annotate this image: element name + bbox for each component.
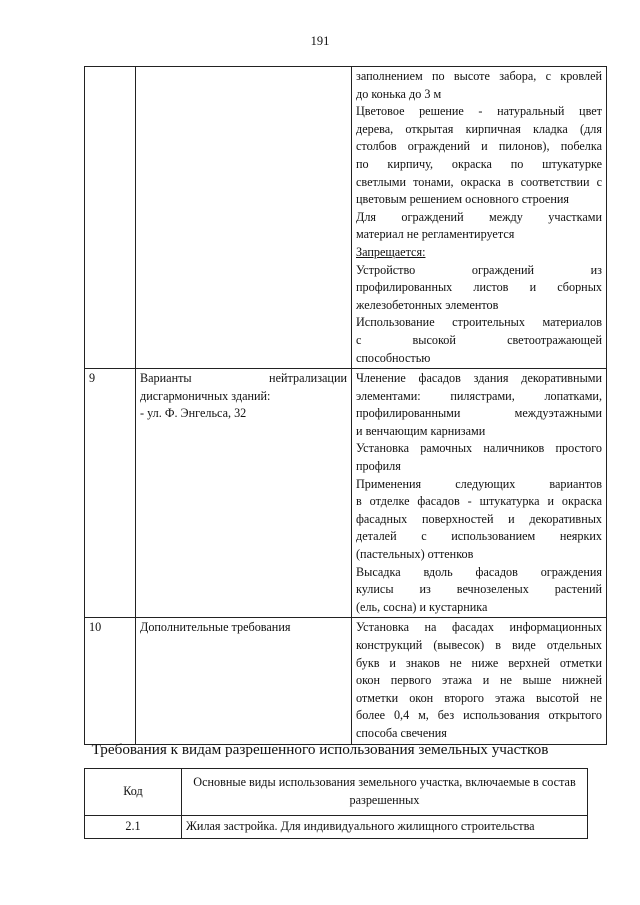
- text-line: столбов ограждений и пилонов), побелка: [356, 139, 602, 154]
- table-row-9: [85, 369, 607, 618]
- row-number-cell: 9: [85, 369, 136, 618]
- text-line: по кирпичу, окраска по штукатурке: [356, 156, 602, 171]
- code-column-header: Код: [85, 769, 182, 816]
- text-line: в отделке фасадов - штукатурка и окраска: [356, 494, 602, 509]
- table-row-continued: [85, 67, 607, 369]
- row-name-text: [140, 370, 347, 423]
- code-cell: 2.1: [85, 816, 182, 839]
- text-line: Высадка вдоль фасадов ограждения: [356, 564, 602, 579]
- row-name-cell: [136, 369, 352, 618]
- text-line: (пастельных) оттенков: [356, 547, 474, 562]
- text-line: с высокой светоотражающей: [356, 332, 602, 347]
- land-use-table: [84, 768, 588, 839]
- row-description-cell: [352, 618, 607, 744]
- text-line: Устройство ограждений из: [356, 262, 602, 277]
- text-line: цветовым решением основного строения: [356, 192, 569, 207]
- text-line: Для ограждений между участками: [356, 209, 602, 224]
- text-line: Членение фасадов здания декоративными: [356, 371, 602, 386]
- text-line: Использование строительных материалов: [356, 315, 602, 330]
- text-line: букв и знаков не ниже верхней отметки: [356, 655, 602, 670]
- text-line: дисгармоничных зданий:: [140, 388, 271, 403]
- description-column-header: Основные виды использования земельного участка, включаемые в состав разрешенных: [182, 769, 588, 816]
- text-line: элементами: пилястрами, лопатками,: [356, 388, 602, 403]
- text-line: Установка на фасадах информационных: [356, 620, 602, 635]
- text-line: железобетонных элементов: [356, 297, 499, 312]
- text-line: деталей с использованием неярких: [356, 529, 602, 544]
- text-line: кулисы из вечнозеленых растений: [356, 582, 602, 597]
- page-number: 191: [310, 34, 330, 48]
- row-number-cell: 10: [85, 618, 136, 744]
- text-line: заполнением по высоте забора, с кровлей: [356, 69, 602, 83]
- text-line: Установка рамочных наличников простого: [356, 441, 602, 456]
- row-description-cell: [352, 369, 607, 618]
- table-row: [85, 816, 588, 839]
- text-line: фасадных поверхностей и декоративных: [356, 511, 602, 526]
- text-line: профиля: [356, 459, 401, 474]
- text-line: и венчающим карнизами: [356, 423, 486, 438]
- row-name-cell: [136, 67, 352, 369]
- section-heading: Требования к видам разрешенного использования земельных участков: [91, 741, 549, 758]
- table-header-row: [85, 769, 588, 816]
- text-line: способностью: [356, 350, 431, 365]
- text-line: (ель, сосна) и кустарника: [356, 599, 488, 614]
- description-text: [356, 619, 602, 742]
- text-line: Запрещается:: [356, 244, 426, 259]
- text-line: светлыми тонами, окраска в соответствии с: [356, 174, 602, 189]
- text-line: - ул. Ф. Энгельса, 32: [140, 406, 247, 421]
- text-line: конструкций (вывесок) в виде отдельных: [356, 638, 602, 652]
- text-line: отметки окон второго этажа высотой не: [356, 690, 602, 705]
- row-number-cell: [85, 67, 136, 369]
- requirements-table: [84, 66, 607, 745]
- text-line: Варианты нейтрализации: [140, 371, 347, 386]
- row-name-cell: Дополнительные требования: [136, 618, 352, 744]
- text-line: окон первого этажа и не выше нижней: [356, 673, 602, 688]
- text-line: до конька до 3 м: [356, 86, 442, 101]
- text-line: более 0,4 м, без использования открытого: [356, 708, 602, 723]
- table-row-10: [85, 618, 607, 744]
- text-line: профилированными междуэтажными: [356, 406, 602, 421]
- text-line: дерева, открытая кирпичная кладка (для: [356, 121, 602, 136]
- text-line: материал не регламентируется: [356, 227, 515, 242]
- text-line: профилированных листов и сборных: [356, 280, 602, 295]
- text-line: Применения следующих вариантов: [356, 476, 602, 491]
- text-line: способа свечения: [356, 725, 447, 740]
- description-text: [356, 68, 602, 367]
- description-text: [356, 370, 602, 616]
- text-line: Цветовое решение - натуральный цвет: [356, 104, 602, 119]
- row-description-cell: [352, 67, 607, 369]
- description-cell: Жилая застройка. Для индивидуального жилищного строительства: [182, 816, 588, 839]
